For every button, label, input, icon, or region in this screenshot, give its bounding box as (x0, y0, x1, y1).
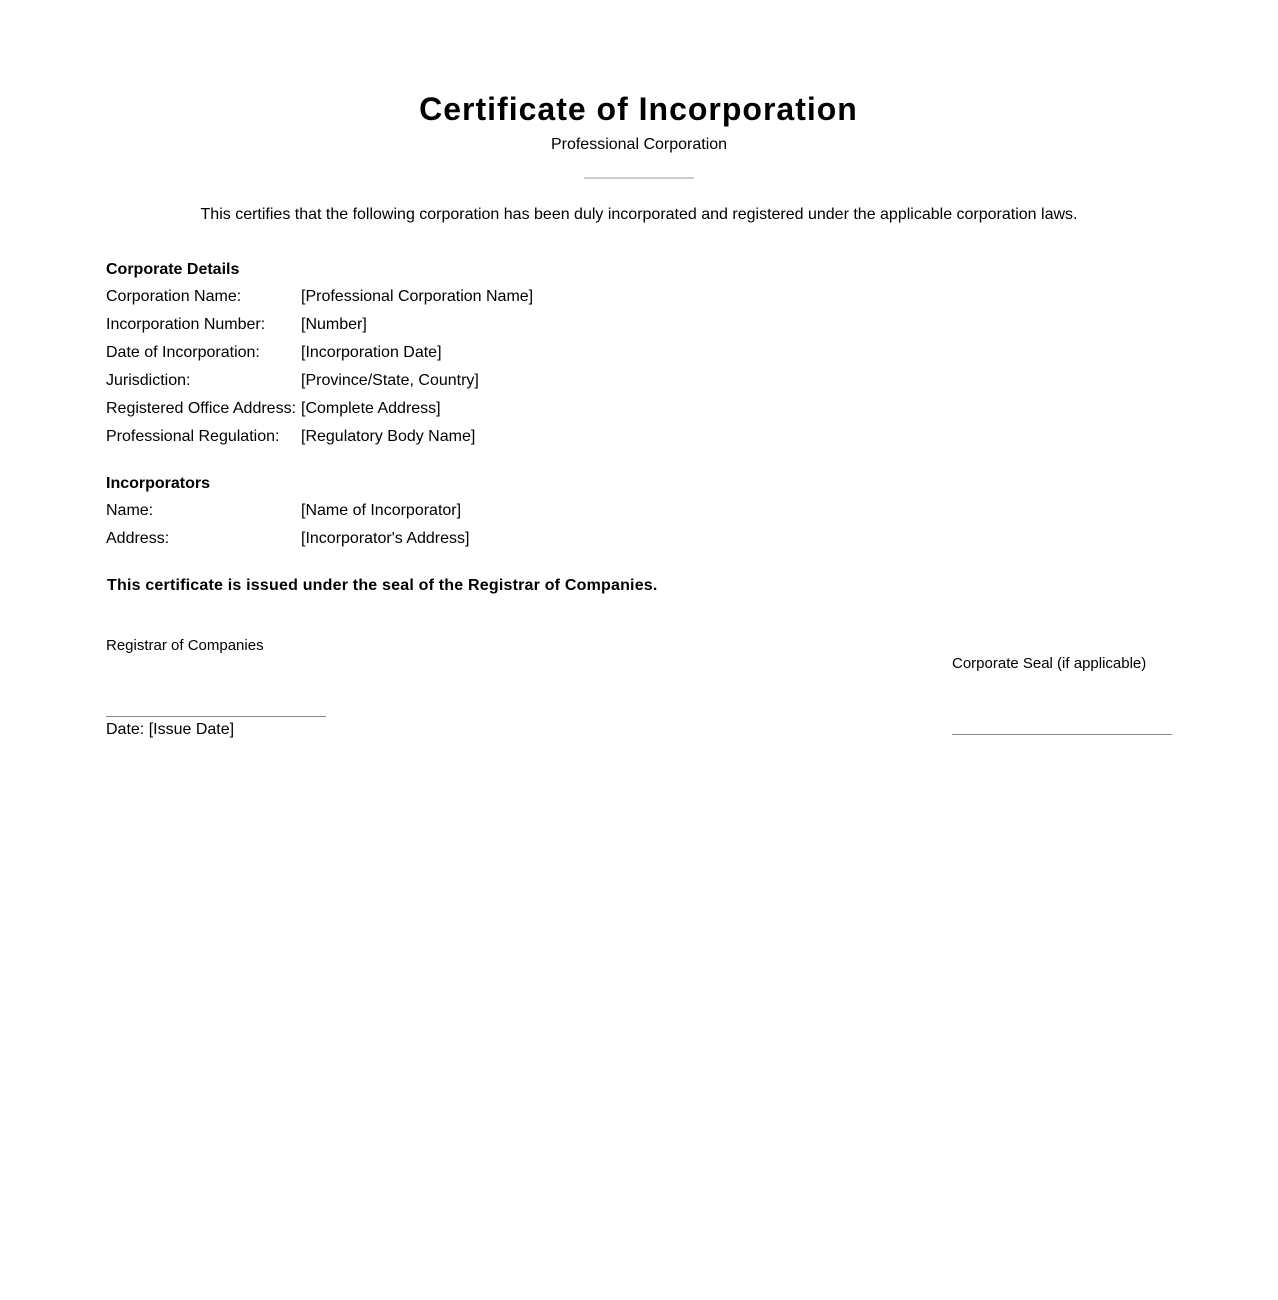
incorporator-value: [Incorporator's Address] (301, 530, 470, 547)
seal-statement: This certificate is issued under the seal of the Registrar of Companies. (107, 577, 658, 594)
incorporator-value: [Name of Incorporator] (301, 502, 462, 519)
issue-date: Date: [Issue Date] (106, 721, 235, 738)
detail-value: [Professional Corporation Name] (301, 288, 534, 305)
incorporator-label: Address: (106, 530, 170, 547)
corporate-seal-line (952, 734, 1172, 735)
detail-value: [Complete Address] (301, 400, 441, 417)
certificate-title: Certificate of Incorporation (419, 91, 858, 127)
corporate-seal-caption: Corporate Seal (if applicable) (952, 655, 1147, 672)
detail-value: [Province/State, Country] (301, 372, 479, 389)
incorporators-heading: Incorporators (106, 475, 211, 492)
detail-label: Corporation Name: (106, 288, 242, 305)
registrar-caption: Registrar of Companies (106, 637, 264, 654)
incorporator-label: Name: (106, 502, 154, 519)
intro-statement: This certifies that the following corporation has been duly incorporated and registered under the applicable corporation laws. (200, 206, 1078, 223)
registrar-signature-block (106, 637, 326, 739)
detail-label: Registered Office Address: (106, 400, 297, 417)
corporate-seal-block (952, 655, 1172, 735)
detail-label: Jurisdiction: (106, 372, 191, 389)
detail-value: [Incorporation Date] (301, 344, 442, 361)
detail-label: Professional Regulation: (106, 428, 280, 445)
detail-value: [Regulatory Body Name] (301, 428, 476, 445)
detail-label: Date of Incorporation: (106, 344, 260, 361)
certificate-subtitle: Professional Corporation (550, 136, 728, 153)
detail-value: [Number] (301, 316, 367, 333)
title-divider (584, 177, 694, 179)
detail-label: Incorporation Number: (106, 316, 266, 333)
registrar-signature-line (106, 716, 326, 717)
corporate-details-heading: Corporate Details (106, 261, 240, 278)
